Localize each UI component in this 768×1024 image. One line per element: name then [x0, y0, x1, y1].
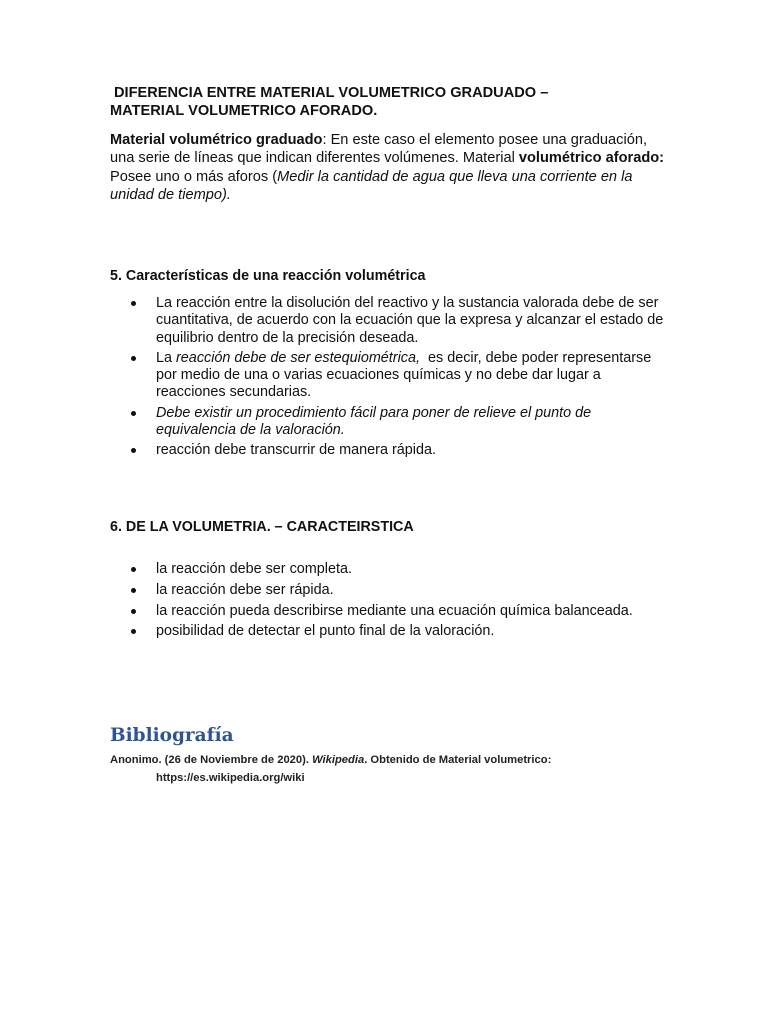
- list-item-text: la reacción pueda describirse mediante una ecuación química balanceada.: [156, 602, 633, 619]
- biblio-obtained: . Obtenido de Material volumetrico:: [364, 754, 552, 766]
- list-item: [110, 623, 670, 640]
- bibliografia-title: Bibliografía: [110, 725, 234, 746]
- list-item: [110, 405, 670, 440]
- bullet-icon: [131, 411, 136, 416]
- graduado-term: Material volumétrico graduado: [110, 132, 323, 148]
- list-item-italic: Debe existir un procedimiento fácil para poner de relieve el punto de equivalencia de la valoración.: [156, 404, 592, 439]
- list-item-text: la reacción debe ser completa.: [156, 561, 352, 577]
- bullet-icon: [131, 609, 136, 614]
- diferencia-heading-line2: MATERIAL VOLUMETRICO AFORADO.: [110, 103, 378, 119]
- bullet-icon: [131, 356, 136, 361]
- bullet-icon: [131, 567, 136, 572]
- list-item-text: la reacción debe ser rápida.: [156, 581, 334, 598]
- diferencia-paragraph: [110, 131, 670, 204]
- bullet-icon: [131, 588, 136, 593]
- list-item: [110, 582, 670, 599]
- section-6-list: [110, 561, 670, 644]
- list-item-prefix: La: [156, 349, 177, 366]
- list-item-text: reacción debe transcurrir de manera rápida.: [156, 442, 436, 459]
- list-item: [110, 295, 670, 347]
- list-item-text: La reacción entre la disolución del reactivo y la sustancia valorada debe de ser cuantitativa, de acuerdo con la ecuación que la expresa y alcanzar el estado de equilibrio dentro de la precisión deseada.: [156, 295, 664, 346]
- list-item: [110, 603, 670, 620]
- bibliography-entry: [110, 751, 670, 787]
- list-item-suffix: es decir, debe poder representarse por medio de una o varias ecuaciones químicas y no debe dar lugar a reacciones secundarias.: [156, 349, 656, 401]
- aforado-italic: Medir la cantidad de agua que lleva una corriente en la unidad de tiempo).: [110, 168, 633, 203]
- biblio-source: Wikipedia: [312, 754, 365, 766]
- graduado-text: : En este caso el elemento posee una graduación, una serie de líneas que indican diferentes volúmenes. Material: [110, 132, 647, 167]
- bullet-icon: [131, 301, 136, 306]
- section-5-list: [110, 295, 670, 463]
- section-5-title: 5. Características de una reacción volumétrica: [110, 268, 426, 284]
- list-item: [110, 350, 670, 402]
- aforado-term: volumétrico aforado:: [518, 150, 665, 167]
- list-item-text: posibilidad de detectar el punto final de la valoración.: [156, 623, 495, 640]
- biblio-author-date: Anonimo. (26 de Noviembre de 2020).: [110, 754, 313, 766]
- list-item: [110, 561, 670, 578]
- aforado-text: Posee uno o más aforos (: [110, 168, 278, 185]
- bullet-icon: [131, 448, 136, 453]
- biblio-url-link[interactable]: https://es.wikipedia.org/wiki: [156, 772, 305, 784]
- diferencia-heading: [110, 84, 670, 120]
- bullet-icon: [131, 629, 136, 634]
- diferencia-heading-line1: DIFERENCIA ENTRE MATERIAL VOLUMETRICO GRADUADO –: [114, 85, 549, 101]
- list-item-italic: reacción debe de ser estequiométrica,: [176, 349, 420, 366]
- list-item: [110, 442, 670, 459]
- section-6-title: 6. DE LA VOLUMETRIA. – CARACTEIRSTICA: [110, 519, 414, 535]
